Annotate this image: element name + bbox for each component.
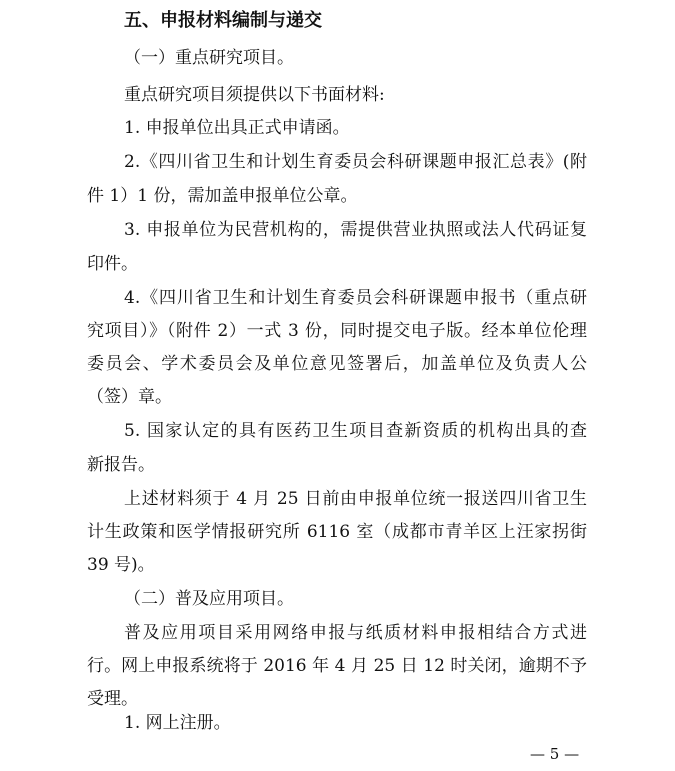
sub1-intro: 重点研究项目须提供以下书面材料: bbox=[124, 85, 385, 105]
item4-line1: 4.《四川省卫生和计划生育委员会科研课题申报书（重点研 bbox=[124, 288, 587, 308]
submit-line1: 上述材料须于 4 月 25 日前由申报单位统一报送四川省卫生 bbox=[124, 489, 587, 509]
item4-line4: （签）章。 bbox=[87, 387, 172, 407]
section-heading: 五、申报材料编制与递交 bbox=[124, 10, 322, 31]
page-number: — 5 — bbox=[530, 745, 580, 763]
sub2-p1-line3: 受理。 bbox=[87, 689, 138, 709]
submit-line3: 39 号)。 bbox=[87, 555, 155, 575]
sub1-heading: （一）重点研究项目。 bbox=[124, 48, 294, 68]
sub2-item1: 1. 网上注册。 bbox=[124, 713, 231, 733]
item3-line2: 印件。 bbox=[87, 254, 138, 274]
item4-line2: 究项目）》（附件 2）一式 3 份，同时提交电子版。经本单位伦理 bbox=[87, 321, 587, 341]
item5-line2: 新报告。 bbox=[87, 455, 155, 475]
sub2-p1-line1: 普及应用项目采用网络申报与纸质材料申报相结合方式进 bbox=[124, 623, 587, 643]
item4-line3: 委员会、学术委员会及单位意见签署后，加盖单位及负责人公 bbox=[87, 354, 587, 374]
item1-text: 1. 申报单位出具正式申请函。 bbox=[124, 118, 350, 138]
item2-line1: 2.《四川省卫生和计划生育委员会科研课题申报汇总表》(附 bbox=[124, 152, 587, 172]
sub2-heading: （二）普及应用项目。 bbox=[124, 589, 294, 609]
submit-line2: 计生政策和医学情报研究所 6116 室（成都市青羊区上汪家拐街 bbox=[87, 522, 587, 542]
item2-line2: 件 1）1 份，需加盖申报单位公章。 bbox=[87, 186, 358, 206]
sub2-p1-line2: 行。网上申报系统将于 2016 年 4 月 25 日 12 时关闭，逾期不予 bbox=[87, 656, 587, 676]
item3-line1: 3. 申报单位为民营机构的，需提供营业执照或法人代码证复 bbox=[124, 220, 587, 240]
item5-line1: 5. 国家认定的具有医药卫生项目查新资质的机构出具的查 bbox=[124, 421, 587, 441]
